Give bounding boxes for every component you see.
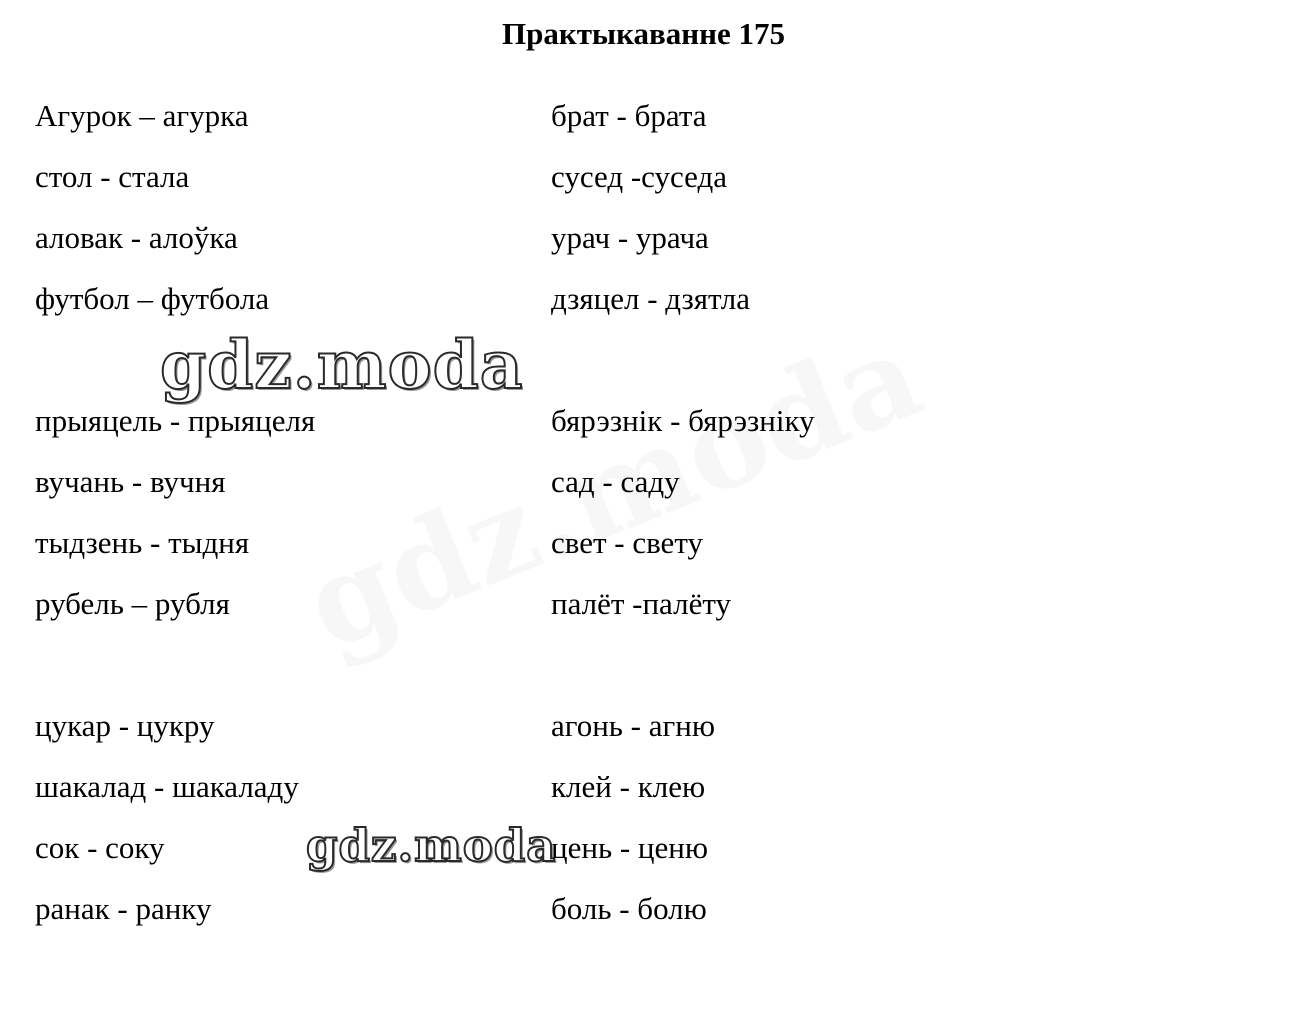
right-group-3 [551, 704, 1051, 948]
right-group-2 [551, 399, 1051, 643]
word-pair: сад - саду [551, 464, 680, 499]
word-pair: аловак - алоўка [35, 220, 238, 255]
word-pair: клей - клею [551, 769, 706, 804]
watermark-logo: gdz.moda [160, 326, 524, 404]
word-pair: палёт -палёту [551, 586, 731, 621]
right-group-1 [551, 94, 1051, 338]
word-pair: урач - урача [551, 220, 709, 255]
word-pair: дзяцел - дзятла [551, 281, 750, 316]
word-pair: тыдзень - тыдня [35, 525, 250, 560]
left-group-2 [35, 399, 535, 643]
left-group-1 [35, 94, 535, 338]
word-pair: агонь - агню [551, 708, 715, 743]
word-pair: сусед -суседа [551, 159, 728, 194]
watermark-logo: gdz.moda [306, 819, 557, 872]
word-pair: сок - соку [35, 830, 165, 865]
word-pair: брат - брата [551, 98, 707, 133]
word-pair: вучань - вучня [35, 464, 226, 499]
word-pair: цукар - цукру [35, 708, 215, 743]
word-pair: футбол – футбола [35, 281, 270, 316]
page-title: Практыкаванне 175 [501, 16, 785, 51]
word-pair: цень - ценю [551, 830, 708, 865]
word-pair: бярэзнік - бярэзніку [551, 403, 815, 438]
right-column [551, 94, 1051, 1009]
word-pair: Агурок – агурка [35, 98, 249, 133]
word-pair: прыяцель - прыяцеля [35, 403, 316, 438]
word-pair: шакалад - шакаладу [35, 769, 299, 804]
word-pair: ранак - ранку [35, 891, 212, 926]
word-pair: стол - стала [35, 159, 190, 194]
word-pair: свет - свету [551, 525, 703, 560]
word-pair: боль - болю [551, 891, 707, 926]
word-pair: рубель – рубля [35, 586, 230, 621]
